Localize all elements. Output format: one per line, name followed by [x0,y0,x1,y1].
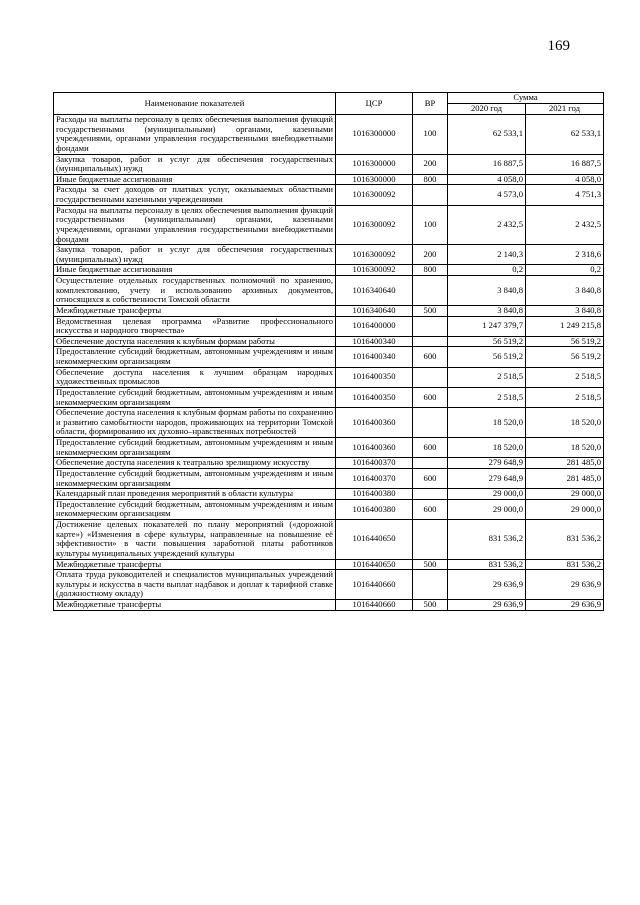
row-csr: 1016400350 [336,367,413,387]
table-row [54,305,604,316]
row-amount-2020: 3 840,8 [448,305,526,316]
table-row [54,489,604,500]
row-vr: 500 [413,305,448,316]
row-name: Обеспечение доступа населения к лучшим образцам народных художественных промыслов [54,367,336,387]
row-name: Предоставление субсидий бюджетным, автономным учреждениям и иным некоммерческим организациям [54,387,336,407]
row-amount-2021: 2 432,5 [526,205,604,245]
row-amount-2021: 281 485,0 [526,458,604,469]
row-csr: 1016400370 [336,458,413,469]
row-name: Предоставление субсидий бюджетным, автономным учреждениям и иным некоммерческим организациям [54,347,336,367]
row-vr [413,520,448,560]
row-amount-2020: 4 058,0 [448,174,526,185]
row-vr: 200 [413,245,448,265]
table-row [54,458,604,469]
row-vr: 800 [413,265,448,276]
row-csr: 1016300092 [336,205,413,245]
row-name: Достижение целевых показателей по плану мероприятий («дорожной карте») «Изменения в сфере культуры, направленные на повышение её эффективности» в части повышения заработной платы работников культуры муниципальных учреждений культуры [54,520,336,560]
row-name: Предоставление субсидий бюджетным, автономным учреждениям и иным некоммерческим организациям [54,438,336,458]
table-body [54,115,604,611]
row-csr: 1016440650 [336,520,413,560]
row-name: Иные бюджетные ассигнования [54,174,336,185]
row-amount-2021: 2 318,6 [526,245,604,265]
row-name: Оплата труда руководителей и специалистов муниципальных учреждений культуры и искусства в части выплат надбавок и доплат к тарифной ставке (должностному окладу) [54,570,336,600]
row-amount-2020: 18 520,0 [448,438,526,458]
row-amount-2021: 3 840,8 [526,276,604,306]
row-vr: 200 [413,154,448,174]
row-csr: 1016400380 [336,489,413,500]
row-name: Осуществление отдельных государственных полномочий по хранению, комплектованию, учету и использованию архивных документов, относящихся к собственности Томской области [54,276,336,306]
row-amount-2020: 831 536,2 [448,559,526,570]
row-csr: 1016400340 [336,336,413,347]
row-amount-2021: 4 751,3 [526,185,604,205]
row-amount-2021: 29 636,9 [526,600,604,611]
row-csr: 1016300000 [336,174,413,185]
table-row [54,408,604,438]
row-csr: 1016340640 [336,305,413,316]
table-row [54,245,604,265]
row-amount-2021: 62 533,1 [526,115,604,155]
table-row [54,387,604,407]
row-vr [413,489,448,500]
row-amount-2021: 831 536,2 [526,559,604,570]
row-vr: 600 [413,438,448,458]
row-vr [413,458,448,469]
table-row [54,559,604,570]
header-csr: ЦСР [336,93,413,115]
row-name: Календарный план проведения мероприятий в области культуры [54,489,336,500]
row-amount-2020: 56 519,2 [448,336,526,347]
row-vr: 500 [413,559,448,570]
row-csr: 1016400380 [336,499,413,519]
row-name: Предоставление субсидий бюджетным, автономным учреждениям и иным некоммерческим организациям [54,499,336,519]
row-name: Расходы на выплаты персоналу в целях обеспечения выполнения функций государственными (муниципальными) органами, казенными учреждениями, органами управления государственными внебюджетными фондами [54,205,336,245]
table-row [54,336,604,347]
row-amount-2020: 56 519,2 [448,347,526,367]
row-amount-2021: 1 249 215,8 [526,316,604,336]
row-amount-2020: 279 648,9 [448,468,526,488]
row-amount-2020: 279 648,9 [448,458,526,469]
row-name: Ведомственная целевая программа «Развитие профессионального искусства и народного творчества» [54,316,336,336]
row-name: Предоставление субсидий бюджетным, автономным учреждениям и иным некоммерческим организациям [54,468,336,488]
row-name: Обеспечение доступа населения к театрально зрелищному искусству [54,458,336,469]
row-amount-2021: 2 518,5 [526,387,604,407]
budget-table [53,92,604,611]
row-name: Межбюджетные трансферты [54,305,336,316]
row-csr: 1016400360 [336,408,413,438]
row-amount-2021: 3 840,8 [526,305,604,316]
row-name: Обеспечение доступа населения к клубным формам работы [54,336,336,347]
table-row [54,185,604,205]
table-row [54,570,604,600]
row-amount-2020: 831 536,2 [448,520,526,560]
row-vr: 600 [413,468,448,488]
row-vr [413,367,448,387]
row-amount-2021: 56 519,2 [526,347,604,367]
row-amount-2021: 56 519,2 [526,336,604,347]
row-vr [413,570,448,600]
table-row [54,174,604,185]
table-row [54,265,604,276]
row-name: Иные бюджетные ассигнования [54,265,336,276]
table-row [54,468,604,488]
row-amount-2021: 16 887,5 [526,154,604,174]
row-name: Межбюджетные трансферты [54,559,336,570]
row-name: Расходы за счет доходов от платных услуг, оказываемых областными государственными казенными учреждениями [54,185,336,205]
table-row [54,438,604,458]
row-vr: 600 [413,499,448,519]
row-amount-2020: 2 518,5 [448,387,526,407]
row-csr: 1016400340 [336,347,413,367]
row-amount-2021: 281 485,0 [526,468,604,488]
header-vr: ВР [413,93,448,115]
header-sum: Сумма [448,93,604,104]
row-vr [413,336,448,347]
row-csr: 1016300092 [336,265,413,276]
row-amount-2020: 29 636,9 [448,600,526,611]
row-amount-2020: 18 520,0 [448,408,526,438]
table-row [54,347,604,367]
row-name: Закупка товаров, работ и услуг для обеспечения государственных (муниципальных) нужд [54,154,336,174]
row-name: Обеспечение доступа населения к клубным формам работы по сохранению и развитию самобытности народов, проживающих на территории Томской области, формированию их духовно–нравственных потребностей [54,408,336,438]
row-vr: 100 [413,205,448,245]
row-amount-2020: 62 533,1 [448,115,526,155]
row-amount-2020: 2 432,5 [448,205,526,245]
row-amount-2020: 29 636,9 [448,570,526,600]
row-csr: 1016300092 [336,245,413,265]
row-amount-2020: 2 518,5 [448,367,526,387]
row-csr: 1016340640 [336,276,413,306]
table-row [54,115,604,155]
row-csr: 1016440650 [336,559,413,570]
row-vr: 600 [413,387,448,407]
row-vr [413,276,448,306]
row-vr: 600 [413,347,448,367]
header-year-2021: 2021 год [526,104,604,115]
row-csr: 1016400370 [336,468,413,488]
row-csr: 1016300092 [336,185,413,205]
row-amount-2021: 0,2 [526,265,604,276]
row-amount-2021: 18 520,0 [526,408,604,438]
row-csr: 1016300000 [336,154,413,174]
row-name: Расходы на выплаты персоналу в целях обеспечения выполнения функций государственными (муниципальными) органами, казенными учреждениями, органами управления государственными внебюджетными фондами [54,115,336,155]
table-row [54,154,604,174]
table-row [54,367,604,387]
row-amount-2020: 2 140,3 [448,245,526,265]
header-year-2020: 2020 год [448,104,526,115]
row-amount-2021: 29 000,0 [526,499,604,519]
table-row [54,276,604,306]
row-csr: 1016400000 [336,316,413,336]
row-csr: 1016440660 [336,570,413,600]
table-row [54,520,604,560]
row-vr: 800 [413,174,448,185]
row-vr [413,316,448,336]
row-amount-2021: 29 636,9 [526,570,604,600]
row-amount-2021: 4 058,0 [526,174,604,185]
row-name: Межбюджетные трансферты [54,600,336,611]
row-vr: 500 [413,600,448,611]
row-vr [413,408,448,438]
row-name: Закупка товаров, работ и услуг для обеспечения государственных (муниципальных) нужд [54,245,336,265]
row-amount-2021: 29 000,0 [526,489,604,500]
row-amount-2021: 831 536,2 [526,520,604,560]
row-csr: 1016300000 [336,115,413,155]
table-row [54,205,604,245]
header-name: Наименование показателей [54,93,336,115]
table-row [54,600,604,611]
row-amount-2020: 29 000,0 [448,499,526,519]
row-csr: 1016440660 [336,600,413,611]
row-amount-2020: 0,2 [448,265,526,276]
table-row [54,499,604,519]
row-amount-2020: 3 840,8 [448,276,526,306]
row-amount-2021: 18 520,0 [526,438,604,458]
row-csr: 1016400360 [336,438,413,458]
table-row [54,316,604,336]
row-vr [413,185,448,205]
row-amount-2020: 29 000,0 [448,489,526,500]
row-amount-2021: 2 518,5 [526,367,604,387]
row-amount-2020: 4 573,0 [448,185,526,205]
page-number: 169 [547,38,570,54]
row-amount-2020: 1 247 379,7 [448,316,526,336]
row-csr: 1016400350 [336,387,413,407]
row-vr: 100 [413,115,448,155]
row-amount-2020: 16 887,5 [448,154,526,174]
